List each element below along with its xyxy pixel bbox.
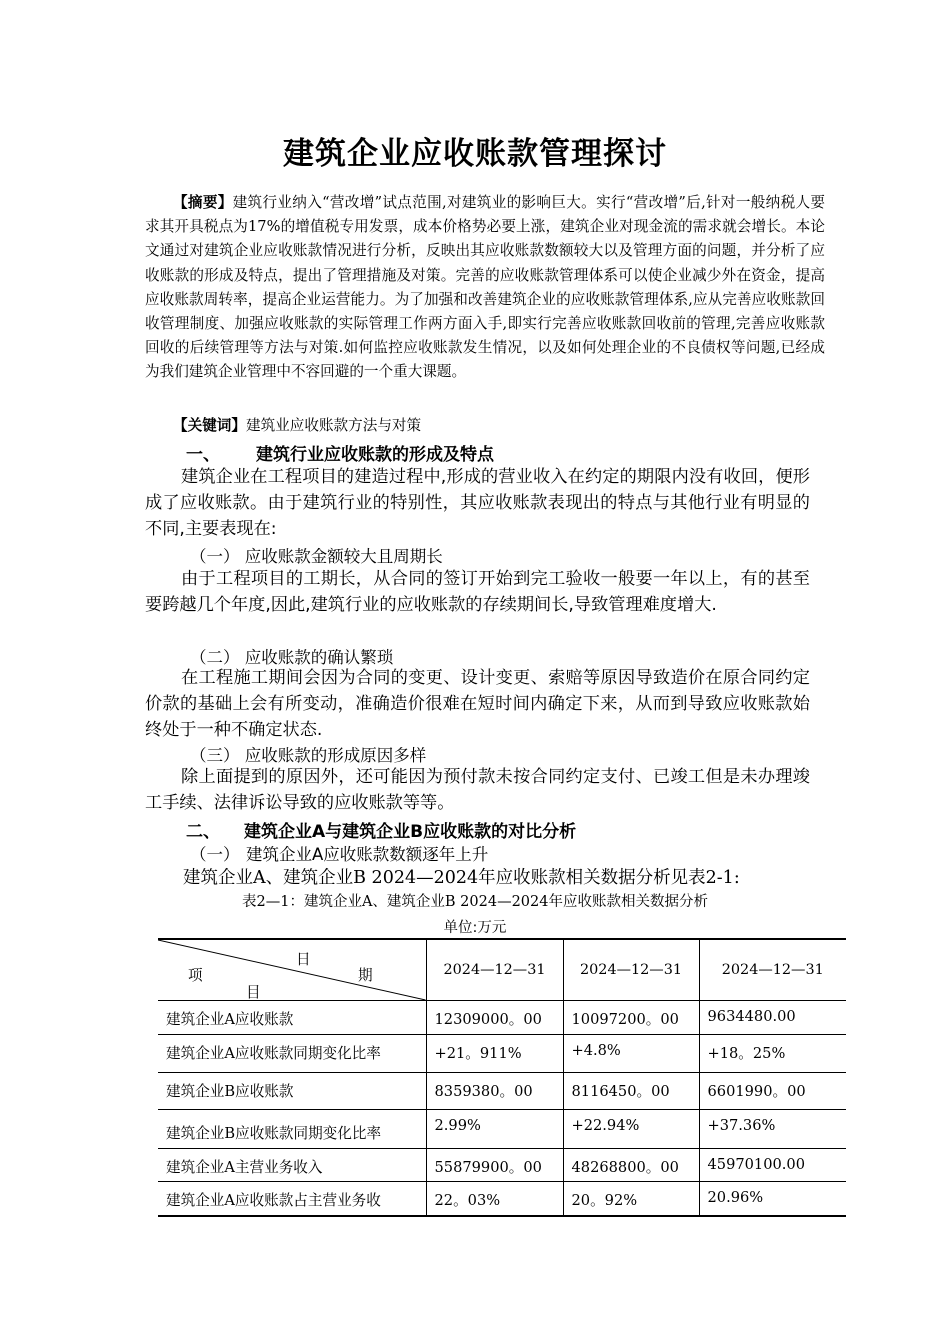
date-header-3: 2024—12—31 (699, 939, 846, 1001)
section1-title: 建筑行业应收账款的形成及特点 (256, 445, 494, 465)
row-value: 8116450。00 (563, 1073, 699, 1110)
row-value: 8359380。00 (426, 1073, 563, 1110)
section1-sub1-title: （一） 应收账款金额较大且周期长 (190, 547, 443, 566)
header-label-top: 日 (296, 951, 311, 968)
row-value: 55879900。00 (426, 1149, 563, 1182)
section2-heading (186, 817, 576, 842)
section1-sub3-text: 除上面提到的原因外，还可能因为预付款未按合同约定支付、已竣工但是未办理竣工手续、法律诉讼导致的应收账款等等。 (145, 767, 810, 813)
row-value: 20.96% (699, 1182, 846, 1216)
row-label: 建筑企业A应收账款同期变化比率 (158, 1035, 426, 1073)
section2-title: 建筑企业A与建筑企业B应收账款的对比分析 (244, 822, 577, 842)
date-header-1: 2024—12—31 (426, 939, 563, 1001)
header-label-left: 项 (188, 967, 203, 984)
row-value: +18。25% (699, 1035, 846, 1073)
row-value: +22.94% (563, 1110, 699, 1149)
table-unit: 单位:万元 (443, 920, 507, 936)
table-row (158, 1035, 846, 1073)
table-row (158, 1073, 846, 1110)
section2-sub1-heading (190, 841, 488, 865)
row-value: 20。92% (563, 1182, 699, 1216)
row-label: 建筑企业B应收账款同期变化比率 (158, 1110, 426, 1149)
row-value: +37.36% (699, 1110, 846, 1149)
date-header-2: 2024—12—31 (563, 939, 699, 1001)
table-caption: 表2—1：建筑企业A、建筑企业B 2024—2024年应收账款相关数据分析 (242, 894, 708, 910)
row-value: 9634480.00 (699, 1001, 846, 1035)
row-value: 2.99% (426, 1110, 563, 1149)
row-value: 22。03% (426, 1182, 563, 1216)
section1-intro: 建筑企业在工程项目的建造过程中,形成的营业收入在约定的期限内没有收回，便形成了应收账款。由于建筑行业的特别性，其应收账款表现出的特点与其他行业有明显的不同,主要表现在: (145, 467, 810, 539)
keywords-text: 建筑业应收账款方法与对策 (245, 417, 422, 434)
row-value: +4.8% (563, 1035, 699, 1073)
row-label: 建筑企业B应收账款 (158, 1073, 426, 1110)
header-label-bottom: 目 (246, 984, 261, 1001)
section1-sub2-title: （二） 应收账款的确认繁琐 (190, 648, 394, 667)
row-label: 建筑企业A主营业务收入 (158, 1149, 426, 1182)
section2-lead: 建筑企业A、建筑企业B 2024—2024年应收账款相关数据分析见表2-1: (183, 868, 740, 888)
section2-sub1-number: （一） (190, 845, 240, 864)
section1-heading (186, 440, 494, 465)
row-value: 48268800。00 (563, 1149, 699, 1182)
row-value: 6601990。00 (699, 1073, 846, 1110)
diagonal-header-cell (158, 939, 426, 1001)
page-title: 建筑企业应收账款管理探讨 (283, 136, 667, 172)
abstract-text: 建筑行业纳入“营改增”试点范围,对建筑业的影响巨大。实行“营改增”后,针对一般纳税人要求其开具税点为17%的增值税专用发票，成本价格势必要上涨，建筑企业对现金流的需求就会增长。本论文通过对建筑企业应收账款情况进行分析，反映出其应收账款数额较大以及管理方面的问题，并分析了应收账款的形成及特点，提出了管理措施及对策。完善的应收账款管理体系可以使企业减少外在资金，提高应收账款周转率，提高企业运营能力。为了加强和改善建筑企业的应收账款管理体系,应从完善应收账款回收管理制度、加强应收账款的实际管理工作两方面入手,即实行完善应收账款回收前的管理,完善应收账款回收的后续管理等方法与对策.如何监控应收账款发生情况，以及如何处理企业的不良债权等问题,已经成为我们建筑企业管理中不容回避的一个重大课题。 (145, 194, 825, 381)
abstract-label: 【摘要】 (173, 194, 233, 211)
section1-number: 一、 (186, 445, 220, 465)
keywords-label: 【关键词】 (173, 417, 246, 434)
table-row (158, 1001, 846, 1035)
abstract-paragraph (145, 191, 825, 385)
data-table (158, 938, 846, 1217)
section2-number: 二、 (186, 822, 220, 842)
table-row (158, 1182, 846, 1216)
section1-sub3-title: （三） 应收账款的形成原因多样 (190, 746, 427, 765)
table-row (158, 1149, 846, 1182)
row-value: 45970100.00 (699, 1149, 846, 1182)
table-header-row (158, 939, 846, 1001)
row-label: 建筑企业A应收账款占主营业务收 (158, 1182, 426, 1216)
row-value: 12309000。00 (426, 1001, 563, 1035)
table-row (158, 1110, 846, 1149)
section2-sub1-title: 建筑企业A应收账款数额逐年上升 (246, 845, 489, 864)
keywords-line (173, 414, 421, 435)
row-value: 10097200。00 (563, 1001, 699, 1035)
row-label: 建筑企业A应收账款 (158, 1001, 426, 1035)
section1-sub1-text: 由于工程项目的工期长，从合同的签订开始到完工验收一般要一年以上，有的甚至要跨越几个年度,因此,建筑行业的应收账款的存续期间长,导致管理难度增大. (145, 569, 810, 615)
row-value: +21。911% (426, 1035, 563, 1073)
header-label-right: 期 (358, 967, 373, 984)
section1-sub2-text: 在工程施工期间会因为合同的变更、设计变更、索赔等原因导致造价在原合同约定价款的基础上会有所变动，准确造价很难在短时间内确定下来，从而到导致应收账款始终处于一种不确定状态. (145, 668, 810, 740)
